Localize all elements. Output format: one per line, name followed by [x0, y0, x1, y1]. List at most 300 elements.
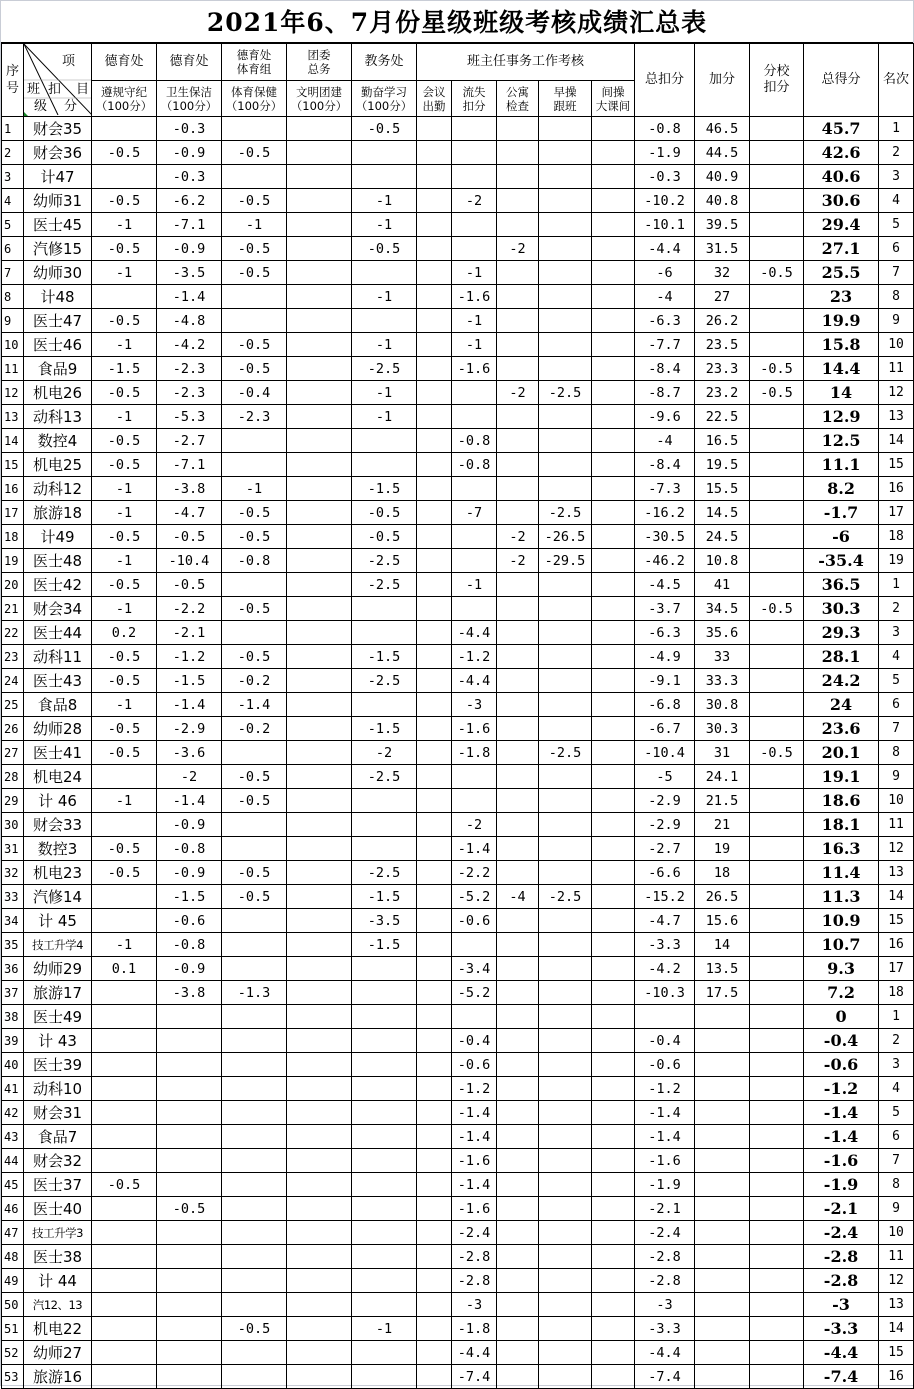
cell-discipline[interactable]	[92, 813, 157, 837]
cell-break[interactable]	[592, 741, 635, 765]
cell-seq[interactable]: 42	[2, 1101, 24, 1125]
cell-break[interactable]	[592, 957, 635, 981]
cell-branch-deduct[interactable]	[750, 309, 804, 333]
cell-branch-deduct[interactable]	[750, 1245, 804, 1269]
cell-seq[interactable]: 30	[2, 813, 24, 837]
cell-meeting[interactable]	[417, 1293, 452, 1317]
cell-seq[interactable]: 5	[2, 213, 24, 237]
cell-bonus[interactable]: 31.5	[695, 237, 750, 261]
cell-league[interactable]	[287, 621, 352, 645]
cell-study[interactable]	[352, 1149, 417, 1173]
cell-hygiene[interactable]: -1.2	[157, 645, 222, 669]
cell-branch-deduct[interactable]	[750, 1029, 804, 1053]
cell-hygiene[interactable]: -7.1	[157, 213, 222, 237]
cell-break[interactable]	[592, 1029, 635, 1053]
cell-league[interactable]	[287, 1173, 352, 1197]
cell-morning[interactable]	[539, 789, 592, 813]
cell-hygiene[interactable]: -0.9	[157, 813, 222, 837]
cell-total-deduct[interactable]: -4	[635, 429, 695, 453]
cell-study[interactable]: -0.5	[352, 117, 417, 141]
cell-league[interactable]	[287, 597, 352, 621]
cell-total-deduct[interactable]: -6.8	[635, 693, 695, 717]
cell-total-score[interactable]: -1.4	[804, 1101, 879, 1125]
cell-seq[interactable]: 23	[2, 645, 24, 669]
cell-class[interactable]: 动科10	[24, 1077, 92, 1101]
cell-hygiene[interactable]: -0.6	[157, 909, 222, 933]
cell-seq[interactable]: 8	[2, 285, 24, 309]
cell-study[interactable]: -1	[352, 405, 417, 429]
cell-total-score[interactable]: 10.9	[804, 909, 879, 933]
cell-loss[interactable]: -1.6	[452, 717, 497, 741]
cell-seq[interactable]: 29	[2, 789, 24, 813]
cell-study[interactable]: -1	[352, 1317, 417, 1341]
cell-rank[interactable]: 10	[879, 1221, 914, 1245]
cell-loss[interactable]: -1	[452, 261, 497, 285]
cell-class[interactable]: 机电22	[24, 1317, 92, 1341]
cell-morning[interactable]	[539, 813, 592, 837]
cell-total-deduct[interactable]: -3.3	[635, 1317, 695, 1341]
cell-break[interactable]	[592, 765, 635, 789]
cell-break[interactable]	[592, 285, 635, 309]
cell-dorm[interactable]	[497, 261, 539, 285]
cell-seq[interactable]: 11	[2, 357, 24, 381]
cell-morning[interactable]: -2.5	[539, 381, 592, 405]
cell-total-deduct[interactable]: -6.3	[635, 621, 695, 645]
cell-branch-deduct[interactable]	[750, 1077, 804, 1101]
cell-dorm[interactable]: -4	[497, 885, 539, 909]
cell-loss[interactable]: -7.4	[452, 1365, 497, 1389]
cell-break[interactable]	[592, 1149, 635, 1173]
cell-league[interactable]	[287, 789, 352, 813]
cell-class[interactable]: 技工升学3	[24, 1221, 92, 1245]
cell-discipline[interactable]	[92, 165, 157, 189]
cell-dorm[interactable]	[497, 573, 539, 597]
cell-hygiene[interactable]: -7.1	[157, 453, 222, 477]
cell-total-deduct[interactable]: -6.3	[635, 309, 695, 333]
cell-dorm[interactable]	[497, 285, 539, 309]
cell-league[interactable]	[287, 117, 352, 141]
cell-loss[interactable]: -0.8	[452, 429, 497, 453]
cell-bonus[interactable]: 40.9	[695, 165, 750, 189]
cell-bonus[interactable]: 30.8	[695, 693, 750, 717]
cell-dorm[interactable]	[497, 1029, 539, 1053]
cell-loss[interactable]	[452, 789, 497, 813]
cell-total-score[interactable]: -2.8	[804, 1245, 879, 1269]
cell-loss[interactable]: -1.6	[452, 1197, 497, 1221]
cell-break[interactable]	[592, 1221, 635, 1245]
cell-bonus[interactable]: 40.8	[695, 189, 750, 213]
cell-total-deduct[interactable]: -0.4	[635, 1029, 695, 1053]
cell-class[interactable]: 食品8	[24, 693, 92, 717]
cell-bonus[interactable]: 23.2	[695, 381, 750, 405]
cell-discipline[interactable]	[92, 285, 157, 309]
cell-study[interactable]: -2.5	[352, 861, 417, 885]
cell-bonus[interactable]: 30.3	[695, 717, 750, 741]
cell-total-score[interactable]: -2.1	[804, 1197, 879, 1221]
cell-total-deduct[interactable]	[635, 1005, 695, 1029]
cell-seq[interactable]: 7	[2, 261, 24, 285]
cell-hygiene[interactable]: -3.8	[157, 477, 222, 501]
cell-meeting[interactable]	[417, 933, 452, 957]
cell-sports[interactable]	[222, 1221, 287, 1245]
cell-meeting[interactable]	[417, 237, 452, 261]
cell-hygiene[interactable]	[157, 1077, 222, 1101]
cell-discipline[interactable]: -0.5	[92, 525, 157, 549]
cell-seq[interactable]: 27	[2, 741, 24, 765]
cell-dorm[interactable]	[497, 1365, 539, 1389]
cell-class[interactable]: 财会31	[24, 1101, 92, 1125]
cell-meeting[interactable]	[417, 1269, 452, 1293]
cell-study[interactable]: -2.5	[352, 765, 417, 789]
cell-break[interactable]	[592, 1317, 635, 1341]
cell-sports[interactable]: -0.5	[222, 189, 287, 213]
cell-loss[interactable]: -3	[452, 1293, 497, 1317]
cell-break[interactable]	[592, 909, 635, 933]
cell-seq[interactable]: 33	[2, 885, 24, 909]
cell-branch-deduct[interactable]	[750, 1293, 804, 1317]
cell-seq[interactable]: 1	[2, 117, 24, 141]
cell-total-score[interactable]: -1.9	[804, 1173, 879, 1197]
cell-rank[interactable]: 12	[879, 381, 914, 405]
cell-break[interactable]	[592, 165, 635, 189]
cell-morning[interactable]	[539, 933, 592, 957]
cell-sports[interactable]	[222, 573, 287, 597]
cell-bonus[interactable]: 15.5	[695, 477, 750, 501]
cell-sports[interactable]	[222, 165, 287, 189]
cell-break[interactable]	[592, 1005, 635, 1029]
cell-branch-deduct[interactable]: -0.5	[750, 741, 804, 765]
cell-dorm[interactable]	[497, 1101, 539, 1125]
cell-seq[interactable]: 10	[2, 333, 24, 357]
cell-total-score[interactable]: 18.1	[804, 813, 879, 837]
cell-sports[interactable]	[222, 429, 287, 453]
cell-bonus[interactable]	[695, 1221, 750, 1245]
cell-study[interactable]: -2.5	[352, 357, 417, 381]
cell-break[interactable]	[592, 885, 635, 909]
cell-loss[interactable]: -0.8	[452, 453, 497, 477]
cell-rank[interactable]: 5	[879, 669, 914, 693]
cell-morning[interactable]	[539, 669, 592, 693]
cell-meeting[interactable]	[417, 909, 452, 933]
cell-total-score[interactable]: 30.3	[804, 597, 879, 621]
cell-sports[interactable]	[222, 933, 287, 957]
cell-study[interactable]	[352, 957, 417, 981]
cell-discipline[interactable]: -0.5	[92, 741, 157, 765]
cell-discipline[interactable]: -0.5	[92, 453, 157, 477]
cell-discipline[interactable]	[92, 1149, 157, 1173]
cell-total-score[interactable]: -1.6	[804, 1149, 879, 1173]
cell-hygiene[interactable]: -0.9	[157, 237, 222, 261]
cell-total-score[interactable]: 16.3	[804, 837, 879, 861]
cell-study[interactable]	[352, 1053, 417, 1077]
cell-total-deduct[interactable]: -2.8	[635, 1269, 695, 1293]
cell-rank[interactable]: 17	[879, 957, 914, 981]
cell-meeting[interactable]	[417, 141, 452, 165]
cell-branch-deduct[interactable]	[750, 1221, 804, 1245]
cell-break[interactable]	[592, 1341, 635, 1365]
cell-class[interactable]: 医士41	[24, 741, 92, 765]
cell-branch-deduct[interactable]: -0.5	[750, 381, 804, 405]
cell-seq[interactable]: 28	[2, 765, 24, 789]
cell-branch-deduct[interactable]	[750, 237, 804, 261]
cell-hygiene[interactable]: -0.9	[157, 141, 222, 165]
cell-study[interactable]: -2.5	[352, 573, 417, 597]
cell-rank[interactable]: 9	[879, 309, 914, 333]
cell-seq[interactable]: 46	[2, 1197, 24, 1221]
cell-meeting[interactable]	[417, 981, 452, 1005]
cell-discipline[interactable]	[92, 1293, 157, 1317]
cell-bonus[interactable]: 19	[695, 837, 750, 861]
cell-break[interactable]	[592, 333, 635, 357]
cell-class[interactable]: 医士45	[24, 213, 92, 237]
cell-loss[interactable]	[452, 525, 497, 549]
cell-meeting[interactable]	[417, 1341, 452, 1365]
cell-break[interactable]	[592, 141, 635, 165]
cell-sports[interactable]: -0.5	[222, 1317, 287, 1341]
cell-loss[interactable]: -3	[452, 693, 497, 717]
cell-seq[interactable]: 38	[2, 1005, 24, 1029]
cell-class[interactable]: 医士46	[24, 333, 92, 357]
cell-morning[interactable]	[539, 117, 592, 141]
cell-hygiene[interactable]	[157, 1245, 222, 1269]
cell-discipline[interactable]: -0.5	[92, 1173, 157, 1197]
cell-break[interactable]	[592, 117, 635, 141]
cell-hygiene[interactable]: -4.8	[157, 309, 222, 333]
cell-total-deduct[interactable]: -46.2	[635, 549, 695, 573]
cell-discipline[interactable]	[92, 1317, 157, 1341]
cell-study[interactable]	[352, 621, 417, 645]
cell-dorm[interactable]	[497, 189, 539, 213]
cell-league[interactable]	[287, 141, 352, 165]
cell-loss[interactable]: -1.6	[452, 357, 497, 381]
cell-class[interactable]: 数控3	[24, 837, 92, 861]
cell-dorm[interactable]	[497, 693, 539, 717]
cell-morning[interactable]	[539, 213, 592, 237]
cell-class[interactable]: 幼师27	[24, 1341, 92, 1365]
cell-sports[interactable]	[222, 1125, 287, 1149]
cell-hygiene[interactable]: -1.4	[157, 693, 222, 717]
cell-dorm[interactable]	[497, 1005, 539, 1029]
cell-loss[interactable]: -2.4	[452, 1221, 497, 1245]
cell-total-deduct[interactable]: -4.9	[635, 645, 695, 669]
cell-total-deduct[interactable]: -1.6	[635, 1149, 695, 1173]
cell-bonus[interactable]: 34.5	[695, 597, 750, 621]
cell-study[interactable]	[352, 261, 417, 285]
cell-seq[interactable]: 41	[2, 1077, 24, 1101]
cell-discipline[interactable]: 0.1	[92, 957, 157, 981]
cell-sports[interactable]	[222, 1269, 287, 1293]
cell-branch-deduct[interactable]	[750, 1365, 804, 1389]
cell-total-score[interactable]: 7.2	[804, 981, 879, 1005]
cell-total-score[interactable]: 12.5	[804, 429, 879, 453]
cell-study[interactable]: -0.5	[352, 501, 417, 525]
cell-break[interactable]	[592, 357, 635, 381]
cell-morning[interactable]	[539, 357, 592, 381]
cell-league[interactable]	[287, 1053, 352, 1077]
cell-league[interactable]	[287, 1101, 352, 1125]
cell-rank[interactable]: 5	[879, 1101, 914, 1125]
cell-class[interactable]: 财会35	[24, 117, 92, 141]
cell-league[interactable]	[287, 525, 352, 549]
cell-break[interactable]	[592, 189, 635, 213]
cell-break[interactable]	[592, 477, 635, 501]
cell-rank[interactable]: 1	[879, 1005, 914, 1029]
cell-class[interactable]: 医士39	[24, 1053, 92, 1077]
cell-rank[interactable]: 12	[879, 837, 914, 861]
cell-bonus[interactable]: 18	[695, 861, 750, 885]
cell-break[interactable]	[592, 1125, 635, 1149]
cell-hygiene[interactable]	[157, 1029, 222, 1053]
cell-class[interactable]: 财会34	[24, 597, 92, 621]
cell-sports[interactable]	[222, 1245, 287, 1269]
cell-break[interactable]	[592, 261, 635, 285]
cell-meeting[interactable]	[417, 645, 452, 669]
cell-branch-deduct[interactable]: -0.5	[750, 597, 804, 621]
cell-league[interactable]	[287, 1245, 352, 1269]
cell-league[interactable]	[287, 741, 352, 765]
cell-hygiene[interactable]	[157, 1269, 222, 1293]
cell-branch-deduct[interactable]	[750, 117, 804, 141]
cell-class[interactable]: 食品9	[24, 357, 92, 381]
cell-dorm[interactable]	[497, 501, 539, 525]
cell-hygiene[interactable]	[157, 1221, 222, 1245]
cell-morning[interactable]	[539, 285, 592, 309]
cell-class[interactable]: 旅游17	[24, 981, 92, 1005]
cell-class[interactable]: 旅游18	[24, 501, 92, 525]
cell-bonus[interactable]: 35.6	[695, 621, 750, 645]
cell-branch-deduct[interactable]	[750, 1149, 804, 1173]
cell-branch-deduct[interactable]	[750, 1173, 804, 1197]
cell-bonus[interactable]: 24.5	[695, 525, 750, 549]
cell-hygiene[interactable]: -5.3	[157, 405, 222, 429]
cell-total-score[interactable]: 9.3	[804, 957, 879, 981]
cell-branch-deduct[interactable]	[750, 213, 804, 237]
cell-loss[interactable]: -1.4	[452, 1173, 497, 1197]
cell-seq[interactable]: 44	[2, 1149, 24, 1173]
cell-league[interactable]	[287, 285, 352, 309]
cell-rank[interactable]: 1	[879, 117, 914, 141]
cell-seq[interactable]: 16	[2, 477, 24, 501]
cell-total-score[interactable]: -3	[804, 1293, 879, 1317]
cell-bonus[interactable]	[695, 1293, 750, 1317]
cell-dorm[interactable]: -2	[497, 525, 539, 549]
cell-seq[interactable]: 49	[2, 1269, 24, 1293]
cell-league[interactable]	[287, 1077, 352, 1101]
cell-loss[interactable]	[452, 933, 497, 957]
cell-branch-deduct[interactable]	[750, 429, 804, 453]
cell-meeting[interactable]	[417, 525, 452, 549]
cell-class[interactable]: 计49	[24, 525, 92, 549]
cell-rank[interactable]: 2	[879, 141, 914, 165]
cell-seq[interactable]: 40	[2, 1053, 24, 1077]
cell-hygiene[interactable]: -2.2	[157, 597, 222, 621]
cell-meeting[interactable]	[417, 621, 452, 645]
cell-dorm[interactable]: -2	[497, 549, 539, 573]
cell-break[interactable]	[592, 645, 635, 669]
cell-loss[interactable]	[452, 765, 497, 789]
cell-morning[interactable]	[539, 861, 592, 885]
cell-branch-deduct[interactable]	[750, 525, 804, 549]
cell-break[interactable]	[592, 789, 635, 813]
cell-study[interactable]: -1	[352, 381, 417, 405]
cell-branch-deduct[interactable]: -0.5	[750, 357, 804, 381]
cell-total-deduct[interactable]: -10.1	[635, 213, 695, 237]
cell-branch-deduct[interactable]	[750, 669, 804, 693]
cell-meeting[interactable]	[417, 333, 452, 357]
cell-dorm[interactable]	[497, 1245, 539, 1269]
cell-study[interactable]: -2.5	[352, 669, 417, 693]
cell-morning[interactable]	[539, 693, 592, 717]
cell-seq[interactable]: 20	[2, 573, 24, 597]
cell-meeting[interactable]	[417, 1197, 452, 1221]
cell-hygiene[interactable]	[157, 1293, 222, 1317]
cell-total-deduct[interactable]: -1.9	[635, 141, 695, 165]
cell-branch-deduct[interactable]	[750, 645, 804, 669]
cell-dorm[interactable]	[497, 141, 539, 165]
cell-study[interactable]	[352, 165, 417, 189]
cell-dorm[interactable]	[497, 933, 539, 957]
cell-class[interactable]: 计 43	[24, 1029, 92, 1053]
cell-bonus[interactable]: 14	[695, 933, 750, 957]
cell-rank[interactable]: 15	[879, 453, 914, 477]
cell-morning[interactable]: -2.5	[539, 501, 592, 525]
cell-discipline[interactable]	[92, 1029, 157, 1053]
cell-meeting[interactable]	[417, 1365, 452, 1389]
cell-league[interactable]	[287, 837, 352, 861]
cell-total-deduct[interactable]: -3	[635, 1293, 695, 1317]
cell-total-score[interactable]: 0	[804, 1005, 879, 1029]
cell-total-deduct[interactable]: -4.4	[635, 237, 695, 261]
cell-total-deduct[interactable]: -0.8	[635, 117, 695, 141]
cell-total-score[interactable]: 11.3	[804, 885, 879, 909]
cell-total-deduct[interactable]: -2.1	[635, 1197, 695, 1221]
cell-sports[interactable]	[222, 813, 287, 837]
cell-dorm[interactable]	[497, 1269, 539, 1293]
cell-league[interactable]	[287, 717, 352, 741]
cell-hygiene[interactable]	[157, 1317, 222, 1341]
cell-bonus[interactable]: 21	[695, 813, 750, 837]
cell-break[interactable]	[592, 669, 635, 693]
cell-study[interactable]: -1.5	[352, 885, 417, 909]
cell-bonus[interactable]	[695, 1149, 750, 1173]
cell-bonus[interactable]: 16.5	[695, 429, 750, 453]
cell-morning[interactable]	[539, 477, 592, 501]
cell-rank[interactable]: 7	[879, 717, 914, 741]
cell-sports[interactable]: -0.8	[222, 549, 287, 573]
cell-rank[interactable]: 16	[879, 933, 914, 957]
cell-hygiene[interactable]: -2	[157, 765, 222, 789]
cell-bonus[interactable]	[695, 1125, 750, 1149]
cell-meeting[interactable]	[417, 813, 452, 837]
cell-loss[interactable]: -4.4	[452, 621, 497, 645]
cell-dorm[interactable]	[497, 813, 539, 837]
cell-seq[interactable]: 43	[2, 1125, 24, 1149]
cell-discipline[interactable]	[92, 1269, 157, 1293]
cell-total-deduct[interactable]: -15.2	[635, 885, 695, 909]
cell-morning[interactable]	[539, 141, 592, 165]
cell-study[interactable]: -1.5	[352, 645, 417, 669]
cell-branch-deduct[interactable]	[750, 909, 804, 933]
cell-sports[interactable]	[222, 1173, 287, 1197]
cell-sports[interactable]	[222, 1341, 287, 1365]
cell-break[interactable]	[592, 621, 635, 645]
cell-league[interactable]	[287, 669, 352, 693]
cell-morning[interactable]	[539, 333, 592, 357]
cell-total-score[interactable]: 25.5	[804, 261, 879, 285]
cell-sports[interactable]: -1	[222, 213, 287, 237]
cell-total-score[interactable]: 23	[804, 285, 879, 309]
cell-discipline[interactable]: -1	[92, 333, 157, 357]
